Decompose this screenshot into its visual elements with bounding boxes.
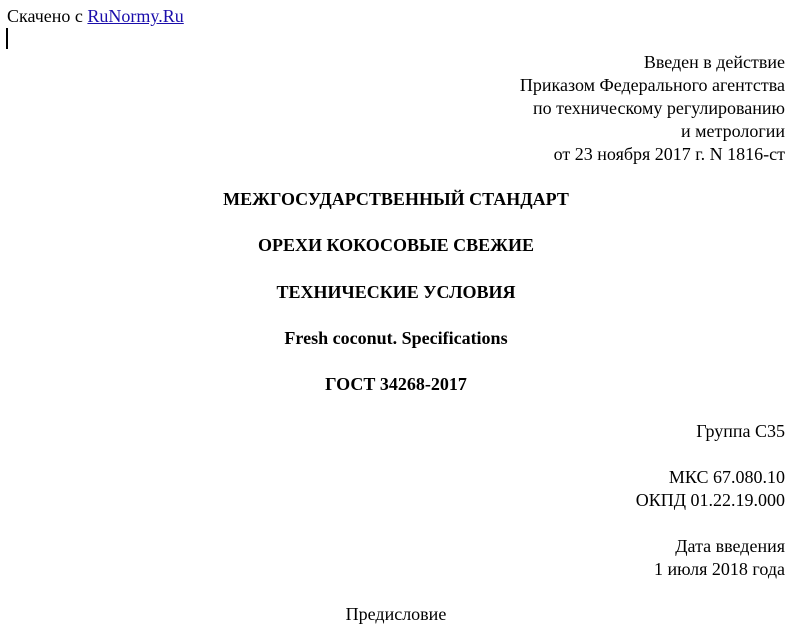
mks-code: МКС 67.080.10 — [668, 467, 785, 487]
gost-number-heading: ГОСТ 34268-2017 — [325, 374, 467, 394]
okpd-code: ОКПД 01.22.19.000 — [635, 490, 785, 510]
text-cursor — [6, 28, 8, 49]
intro-line: от 23 ноября 2017 г. N 1816-ст — [553, 144, 785, 164]
intro-line: Приказом Федерального агентства — [519, 75, 785, 95]
effective-date-label: Дата введения — [675, 536, 785, 556]
effective-date-value: 1 июля 2018 года — [654, 559, 785, 579]
intro-line: и метрологии — [681, 121, 785, 141]
intro-line: по техническому регулированию — [532, 98, 785, 118]
intro-line: Введен в действие — [643, 52, 785, 72]
preface-heading: Предисловие — [345, 604, 447, 624]
product-title-heading: ОРЕХИ КОКОСОВЫЕ СВЕЖИЕ — [258, 235, 534, 255]
group-code: Группа С35 — [696, 421, 785, 441]
english-title-heading: Fresh coconut. Specifications — [284, 328, 508, 348]
intro-block — [520, 51, 785, 166]
standard-type-heading: МЕЖГОСУДАРСТВЕННЫЙ СТАНДАРТ — [223, 189, 569, 209]
source-line — [7, 5, 184, 28]
source-link[interactable]: RuNormy.Ru — [87, 6, 184, 26]
source-prefix: Скачено с — [7, 6, 88, 26]
spec-title-heading: ТЕХНИЧЕСКИЕ УСЛОВИЯ — [276, 282, 516, 302]
